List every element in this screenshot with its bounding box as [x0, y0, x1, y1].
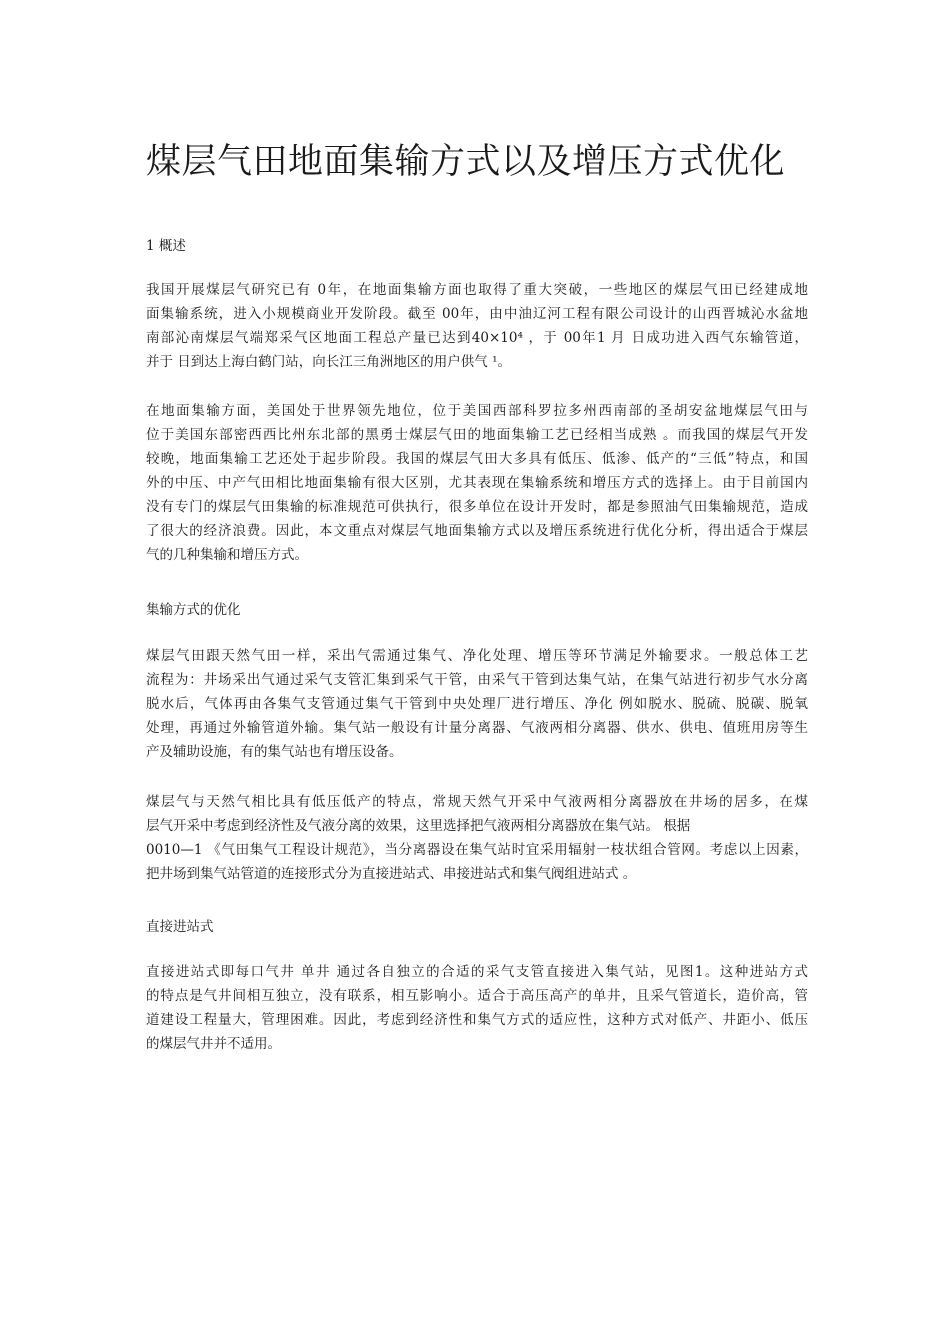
paragraph-line: 没有专门的煤层气田集输的标准规范可供执行，很多单位在设计开发时，都是参照油气田集输规范，造成	[146, 499, 808, 515]
paragraph-line: 我国开展煤层气研究已有 0年，在地面集输方面也取得了重大突破，一些地区的煤层气田已经建成地	[146, 282, 808, 298]
paragraph-line: 在地面集输方面，美国处于世界领先地位，位于美国西部科罗拉多州西南部的圣胡安盆地煤层气田与	[146, 403, 808, 419]
paragraph-line: 的煤层气井并不适用。	[146, 1036, 281, 1052]
paragraph-line: 气的几种集输和增压方式。	[146, 547, 308, 563]
paragraph-line: 层气开采中考虑到经济性及气液分离的效果，这里选择把气液两相分离器放在集气站。 根据	[146, 818, 691, 834]
paragraph-line: 直接进站式即每口气井 单井 通过各自独立的合适的采气支管直接进入集气站，见图1。这种进站方式	[146, 964, 808, 980]
paragraph-5	[146, 960, 808, 1056]
paragraph-line: 了很大的经济浪费。因此，本文重点对煤层气地面集输方式以及增压系统进行优化分析，得出适合于煤层	[146, 523, 808, 539]
paragraph-line: 并于 日到达上海白鹤门站，向长江三角洲地区的用户供气 ¹。	[146, 354, 511, 370]
paragraph-line: 0010—1 《气田集气工程设计规范》，当分离器设在集气站时宜采用辐射一枝状组合管网。考虑以上因素，	[146, 842, 808, 858]
paragraph-1	[146, 278, 808, 374]
section-heading-overview: 1 概述	[146, 238, 186, 254]
paragraph-line: 位于美国东部密西西比州东北部的黑勇士煤层气田的地面集输工艺已经相当成熟 。而我国的煤层气开发	[146, 427, 808, 443]
paragraph-line: 产及辅助设施，有的集气站也有增压设备。	[146, 744, 403, 760]
paragraph-line: 脱水后，气体再由各集气支管通过集气干管到中央处理厂进行增压、净化 例如脱水、脱硫、脱碳、脱氧	[146, 696, 808, 712]
paragraph-line: 煤层气田跟天然气田一样，采出气需通过集气、净化处理、增压等环节满足外输要求。一般总体工艺	[146, 648, 808, 664]
paragraph-line: 南部沁南煤层气端郑采气区地面工程总产量已达到40×10⁴ ，于 00年1 月 日成功进入西气东输管道，	[146, 330, 808, 346]
paragraph-line: 外的中压、中产气田相比地面集输有很大区别，尤其表现在集输系统和增压方式的选择上。由于目前国内	[146, 475, 808, 491]
paragraph-4	[146, 790, 808, 886]
paragraph-3	[146, 644, 808, 764]
paragraph-line: 把井场到集气站管道的连接形式分为直接进站式、串接进站式和集气阀组进站式 。	[146, 866, 637, 882]
document-title: 煤层气田地面集输方式以及增压方式优化	[146, 142, 786, 182]
paragraph-line: 流程为：井场采出气通过采气支管汇集到采气干管，由采气干管到达集气站，在集气站进行初步气水分离	[146, 672, 808, 688]
paragraph-line: 道建设工程量大，管理困难。因此，考虑到经济性和集气方式的适应性，这种方式对低产、井距小、低压	[146, 1012, 808, 1028]
paragraph-line: 的特点是气井间相互独立，没有联系，相互影响小。适合于高压高产的单井，且采气管道长，造价高，管	[146, 988, 808, 1004]
paragraph-line: 面集输系统，进入小规模商业开发阶段。截至 00年，由中油辽河工程有限公司设计的山西晋城沁水盆地	[146, 306, 808, 322]
paragraph-line: 处理，再通过外输管道外输。集气站一般设有计量分离器、气液两相分离器、供水、供电、值班用房等生	[146, 720, 808, 736]
section-heading-gathering: 集输方式的优化	[146, 602, 241, 618]
section-heading-direct-entry: 直接进站式	[146, 919, 214, 935]
paragraph-line: 煤层气与天然气相比具有低压低产的特点，常规天然气开采中气液两相分离器放在井场的居多，在煤	[146, 794, 808, 810]
paragraph-line: 较晚，地面集输工艺还处于起步阶段。我国的煤层气田大多具有低压、低渗、低产的“三低”特点，和国	[146, 451, 808, 467]
paragraph-2	[146, 399, 808, 567]
